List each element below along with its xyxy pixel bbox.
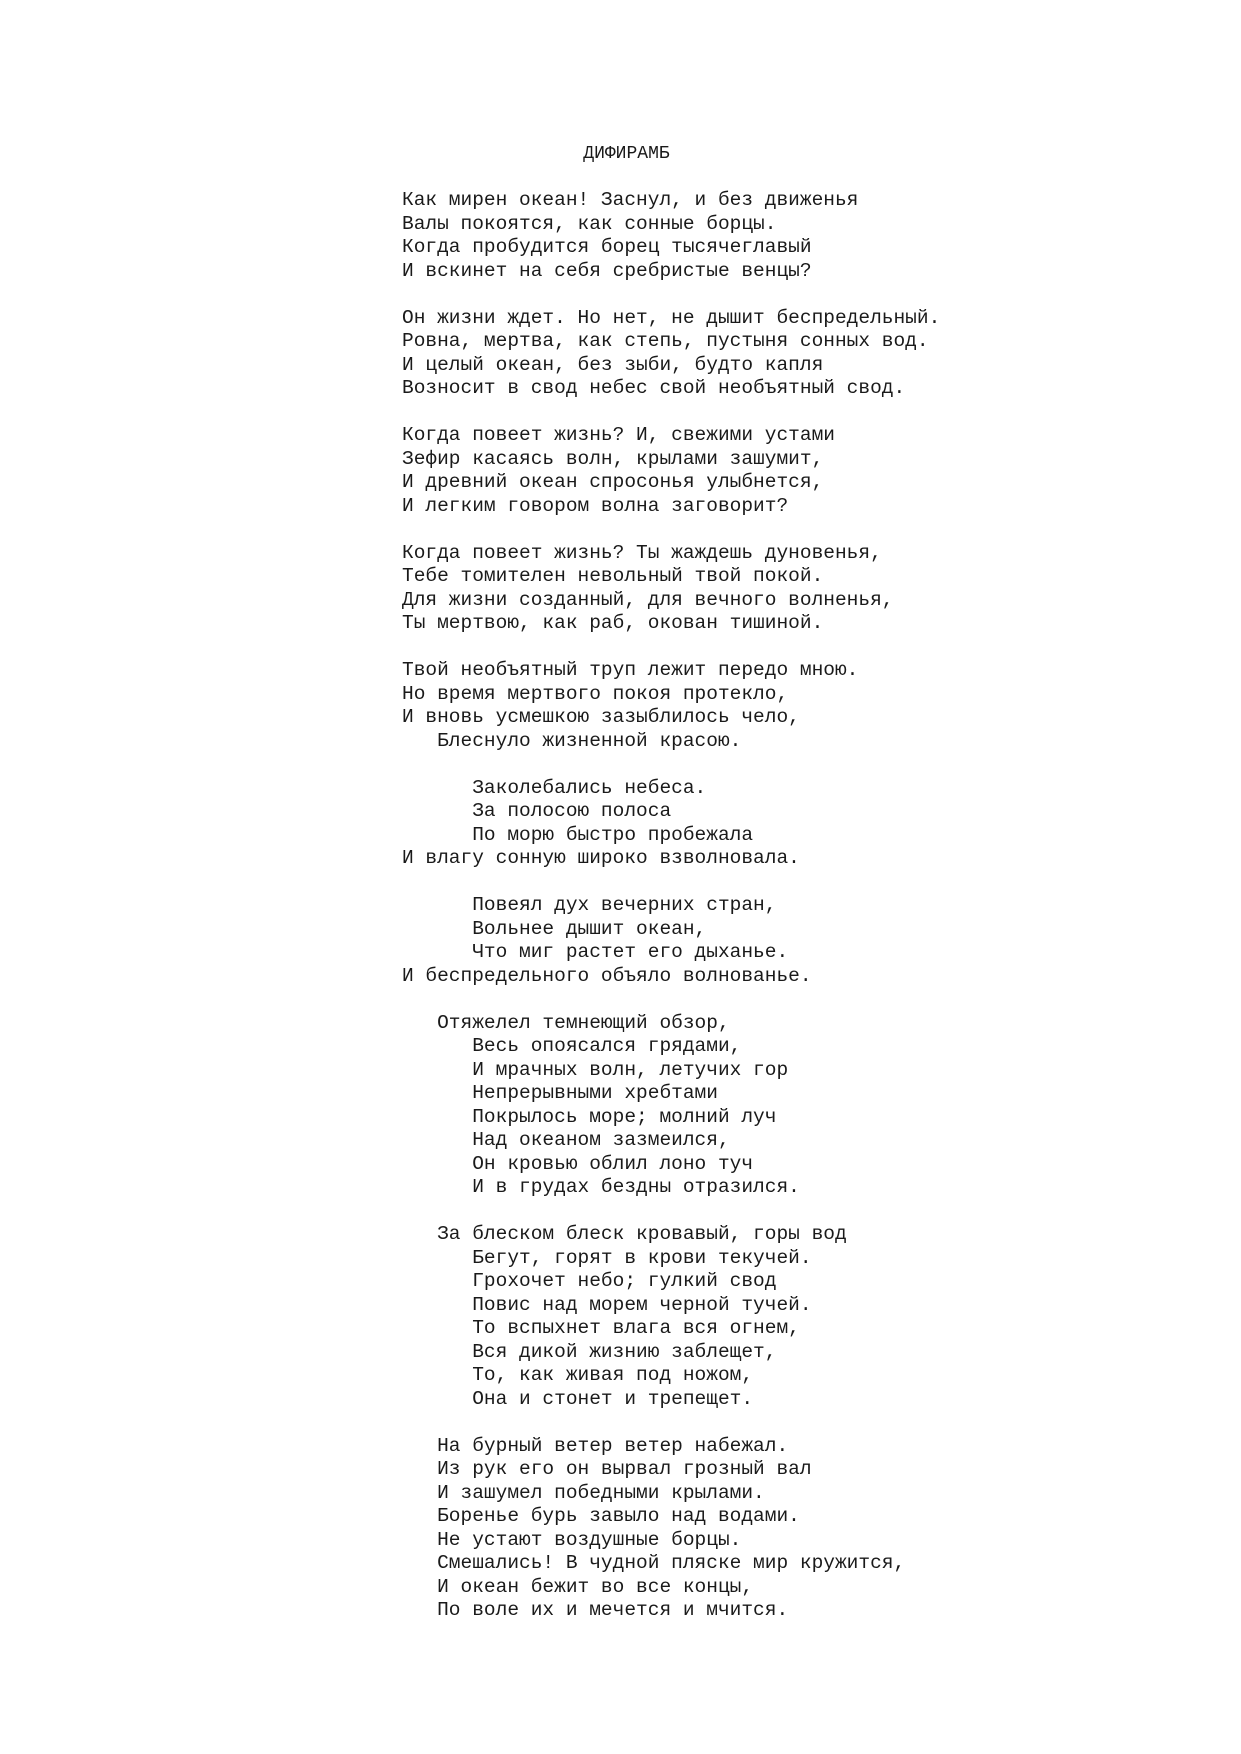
poem-line: Не устают воздушные борцы. — [402, 1528, 742, 1551]
poem-line: Но время мертвого покоя протекло, — [402, 682, 789, 705]
stanza-gap — [402, 871, 1222, 895]
poem-line: Бегут, горят в крови текучей. — [402, 1246, 812, 1269]
poem-line: И вскинет на себя сребристые венцы? — [402, 259, 812, 282]
poem-line: И в грудах бездны отразился. — [402, 1176, 800, 1198]
stanza-gap — [402, 1411, 1222, 1435]
stanza-8 — [402, 1012, 1222, 1200]
stanza-7 — [402, 894, 1222, 988]
stanza-gap — [402, 636, 1222, 660]
stanza-5 — [402, 659, 1222, 753]
poem-line: И вновь усмешкою зазыблилось чело, — [402, 706, 800, 728]
poem-line: Ты мертвою, как раб, окован тишиной. — [402, 612, 824, 634]
poem-line: По морю быстро пробежала — [402, 823, 754, 846]
poem-line: Заколебались небеса. — [402, 776, 707, 799]
stanza-gap — [402, 1200, 1222, 1224]
poem-line: Покрылось море; молний луч — [402, 1105, 777, 1128]
stanza-2 — [402, 307, 1222, 401]
poem-line: Валы покоятся, как сонные борцы. — [402, 212, 777, 235]
poem-line: И целый океан, без зыби, будто капля — [402, 353, 824, 376]
poem-line: Вся дикой жизнию заблещет, — [402, 1340, 777, 1363]
poem-line: Для жизни созданный, для вечного волненья, — [402, 588, 894, 611]
poem-line: На бурный ветер ветер набежал. — [402, 1434, 789, 1457]
poem-line: Из рук его он вырвал грозный вал — [402, 1458, 812, 1480]
poem-title: ДИФИРАМБ — [583, 144, 670, 164]
poem-line: Зефир касаясь волн, крылами зашумит, — [402, 447, 824, 470]
poem-line: Блеснуло жизненной красою. — [402, 729, 742, 752]
poem-line: За блеском блеск кровавый, горы вод — [402, 1223, 847, 1245]
poem-line: Грохочет небо; гулкий свод — [402, 1270, 777, 1292]
poem-line: Когда повеет жизнь? И, свежими устами — [402, 424, 835, 446]
poem-line: То вспыхнет влага вся огнем, — [402, 1317, 800, 1339]
poem-line: Повеял дух вечерних стран, — [402, 894, 777, 916]
stanza-gap — [402, 988, 1222, 1012]
poem-line: Повис над морем черной тучей. — [402, 1293, 812, 1316]
poem-line: Когда пробудится борец тысячеглавый — [402, 236, 812, 258]
poem-line: И влагу сонную широко взволновала. — [402, 847, 800, 869]
poem-line: Как мирен океан! Заснул, и без движенья — [402, 189, 859, 211]
poem-line: Он жизни ждет. Но нет, не дышит беспредельный. — [402, 306, 941, 329]
poem-line: Твой необъятный труп лежит передо мною. — [402, 659, 859, 681]
stanza-9 — [402, 1223, 1222, 1411]
poem-line: Смешались! В чудной пляске мир кружится, — [402, 1552, 906, 1574]
poem-line: То, как живая под ножом, — [402, 1364, 754, 1386]
stanza-1 — [402, 189, 1222, 283]
poem-line: Тебе томителен невольный твой покой. — [402, 565, 824, 587]
poem-line: Непрерывными хребтами — [402, 1082, 718, 1104]
poem-line: И зашумел победными крылами. — [402, 1481, 765, 1504]
stanza-3 — [402, 424, 1222, 518]
stanza-4 — [402, 542, 1222, 636]
poem-line: Вольнее дышит океан, — [402, 917, 707, 940]
poem-line: И океан бежит во все концы, — [402, 1575, 754, 1598]
stanza-gap — [402, 518, 1222, 542]
poem-line: И древний океан спросонья улыбнется, — [402, 471, 824, 493]
poem-line: И мрачных волн, летучих гор — [402, 1058, 789, 1081]
poem-line: Она и стонет и трепещет. — [402, 1387, 754, 1410]
poem-line: Когда повеет жизнь? Ты жаждешь дуновенья, — [402, 541, 882, 564]
poem-line: Весь опоясался грядами, — [402, 1035, 742, 1057]
stanza-6 — [402, 777, 1222, 871]
poem-line: Над океаном зазмеился, — [402, 1129, 730, 1151]
stanza-gap — [402, 753, 1222, 777]
poem-line: Что миг растет его дыханье. — [402, 941, 789, 963]
poem-line: Ровна, мертва, как степь, пустыня сонных вод. — [402, 330, 929, 352]
poem-line: По воле их и мечется и мчится. — [402, 1599, 789, 1621]
poem-line: Отяжелел темнеющий обзор, — [402, 1011, 730, 1034]
poem-line: Возносит в свод небес свой необъятный свод. — [402, 377, 906, 399]
poem-line: И легким говором волна заговорит? — [402, 494, 789, 517]
poem-line: Он кровью облил лоно туч — [402, 1152, 754, 1175]
poem-line: Боренье бурь завыло над водами. — [402, 1505, 800, 1527]
poem-line: И беспредельного объяло волнованье. — [402, 964, 812, 987]
stanza-gap — [402, 283, 1222, 307]
stanza-gap — [402, 401, 1222, 425]
poem-line: За полосою полоса — [402, 800, 672, 822]
stanza-10 — [402, 1435, 1222, 1623]
poem-body — [402, 189, 1222, 1623]
